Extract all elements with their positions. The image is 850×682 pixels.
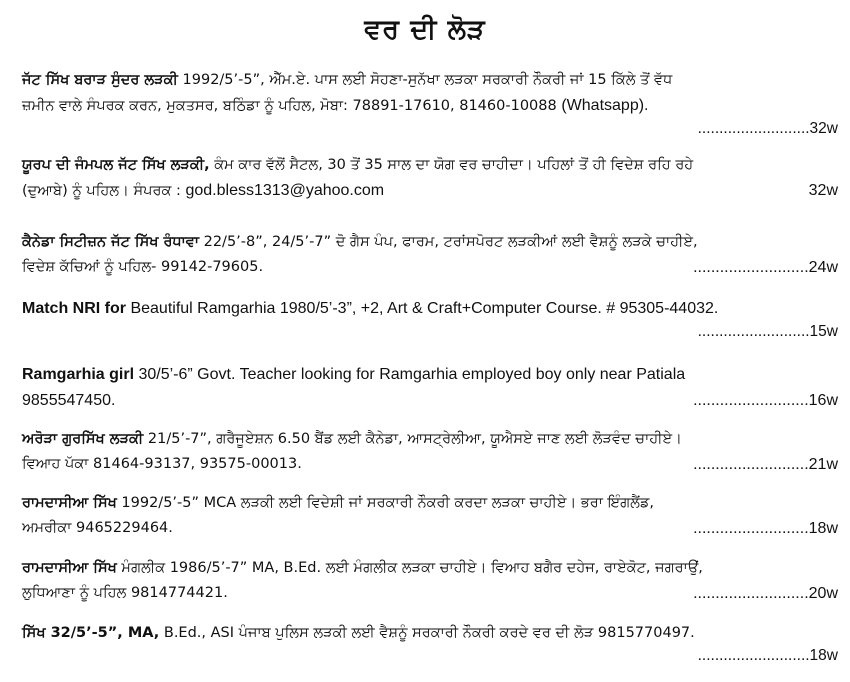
ad-text: ਵਿਦੇਸ਼ ਕੱਚਿਆਂ ਨੂੰ ਪਹਿਲ- 99142-79605.	[22, 259, 264, 275]
ad-entry-5	[22, 362, 838, 414]
ad-entry-7	[22, 491, 838, 541]
ad-line-1	[22, 491, 838, 516]
page-title: ਵਰ ਦੀ ਲੋੜ	[364, 14, 486, 45]
ad-price: ..........................16w	[693, 392, 838, 409]
ad-text-latin: (Whatsapp).	[561, 97, 649, 114]
ad-text: ਕੰਮ ਕਾਰ ਵੱਲੋਂ ਸੈਟਲ, 30 ਤੋਂ 35 ਸਾਲ ਦਾ ਯੋਗ ਵਰ ਚਾਹੀਦਾ। ਪਹਿਲਾਂ ਤੋਂ ਹੀ ਵਿਦੇਸ਼ ਰਹਿ ਰਹੇ	[209, 157, 694, 173]
ad-text: ਲੁਧਿਆਣਾ ਨੂੰ ਪਹਿਲ 9814774421.	[22, 585, 228, 601]
ad-text: B.Ed., ASI ਪੰਜਾਬ ਪੁਲਿਸ ਲੜਕੀ ਲਈ ਵੈਸ਼ਨੂੰ ਸਰਕਾਰੀ ਨੌਕਰੀ ਕਰਦੇ ਵਰ ਦੀ ਲੋੜ 9815770497.	[159, 625, 695, 641]
ad-price: ..........................18w	[697, 647, 838, 664]
ad-price: ..........................20w	[693, 585, 838, 602]
ad-entry-4	[22, 296, 838, 344]
ad-lead: ਕੈਨੇਡਾ ਸਿਟੀਜ਼ਨ ਜੱਟ ਸਿੱਖ ਰੰਧਾਵਾ	[22, 234, 199, 250]
ad-price: 32w	[808, 182, 838, 199]
ad-line-2	[22, 255, 838, 280]
ad-text: 30/5’-6” Govt. Teacher looking for Ramgarhia employed boy only near Patiala	[134, 366, 686, 383]
ad-text: Beautiful Ramgarhia 1980/5’-3”, +2, Art & Craft+Computer Course. # 95305-44032.	[126, 300, 719, 317]
ad-lead: ਅਰੋੜਾ ਗੁਰਸਿੱਖ ਲੜਕੀ	[22, 431, 144, 447]
ad-text-latin: god.bless1313@yahoo.com	[185, 182, 385, 199]
ad-lead: ਰਾਮਦਾਸੀਆ ਸਿੱਖ	[22, 495, 117, 511]
ad-entry-3	[22, 230, 838, 280]
ad-price: ..........................18w	[693, 520, 838, 537]
ad-lead: Match NRI for	[22, 300, 126, 317]
ad-price: ..........................21w	[693, 456, 838, 473]
ad-text: ਜ਼ਮੀਨ ਵਾਲੇ ਸੰਪਰਕ ਕਰਨ, ਮੁਕਤਸਰ, ਬਠਿੰਡਾ ਨੂੰ ਪਹਿਲ, ਮੋਬਾ: 78891-17610, 81460-10088	[22, 98, 562, 114]
ad-line-1	[22, 362, 838, 388]
ad-entry-1	[22, 68, 838, 141]
ad-text: (ਦੁਆਬੇ) ਨੂੰ ਪਹਿਲ। ਸੰਪਰਕ :	[22, 183, 186, 199]
ad-line-1	[22, 68, 838, 93]
ad-price: ..........................24w	[693, 259, 838, 276]
ad-entry-8	[22, 556, 838, 606]
ad-line-1	[22, 427, 838, 452]
ad-lead: ਯੂਰਪ ਦੀ ਜੰਮਪਲ ਜੱਟ ਸਿੱਖ ਲੜਕੀ,	[22, 157, 210, 173]
ad-text: 22/5’-8”, 24/5’-7” ਦੋ ਗੈਸ ਪੰਪ, ਫਾਰਮ, ਟਰਾਂਸਪੋਰਟ ਲੜਕੀਆਂ ਲਈ ਵੈਸ਼ਨੂੰ ਲੜਕੇ ਚਾਹੀਏ,	[199, 234, 698, 250]
ad-text: ਵਿਆਹ ਪੱਕਾ 81464-93137, 93575-00013.	[22, 456, 302, 472]
ad-entry-6	[22, 427, 838, 477]
ad-lead: ਰਾਮਦਾਸੀਆ ਸਿੱਖ	[22, 560, 117, 576]
ad-text: 1992/5’-5” MCA ਲੜਕੀ ਲਈ ਵਿਦੇਸ਼ੀ ਜਾਂ ਸਰਕਾਰੀ ਨੌਕਰੀ ਕਰਦਾ ਲੜਕਾ ਚਾਹੀਏ। ਭਰਾ ਇੰਗਲੈਂਡ,	[116, 495, 655, 511]
ad-entry-2	[22, 153, 838, 204]
ad-line-1	[22, 230, 838, 255]
ad-text: 9855547450.	[22, 392, 116, 409]
ad-line-2	[22, 452, 838, 477]
ad-text: ਅਮਰੀਕਾ 9465229464.	[22, 520, 173, 536]
ad-line-2	[22, 178, 838, 204]
ad-price: ..........................15w	[697, 323, 838, 340]
ad-line-1	[22, 556, 838, 581]
ad-line-2	[22, 516, 838, 541]
ad-line-2	[22, 581, 838, 606]
ad-line-1	[22, 153, 838, 178]
ad-text: 21/5’-7”, ਗਰੈਜੂਏਸ਼ਨ 6.50 ਬੈਂਡ ਲਈ ਕੈਨੇਡਾ, ਆਸਟ੍ਰੇਲੀਆ, ਯੂਐਸਏ ਜਾਣ ਲਈ ਲੋੜਵੰਦ ਚਾਹੀਏ।	[143, 431, 682, 447]
ad-lead: Ramgarhia girl	[22, 366, 135, 383]
ad-price: ..........................32w	[697, 120, 838, 137]
ad-text: 1992/5’-5”, ਐੱਮ.ਏ. ਪਾਸ ਲਈ ਸੋਹਣਾ-ਸੁਨੱਖਾ ਲੜਕਾ ਸਰਕਾਰੀ ਨੌਕਰੀ ਜਾਂ 15 ਕਿੱਲੇ ਤੋਂ ਵੱਧ	[177, 72, 673, 88]
ad-text: ਮੰਗਲੀਕ 1986/5’-7” MA, B.Ed. ਲਈ ਮੰਗਲੀਕ ਲੜਕਾ ਚਾਹੀਏ। ਵਿਆਹ ਬਗੈਰ ਦਹੇਜ, ਰਾਏਕੋਟ, ਜਗਰਾਉਂ,	[116, 560, 703, 576]
ad-lead: ਸਿੱਖ 32/5’-5”, MA,	[22, 625, 160, 641]
ad-lead: ਜੱਟ ਸਿੱਖ ਬਰਾੜ ਸੁੰਦਰ ਲੜਕੀ	[22, 72, 178, 88]
ad-entry-9	[22, 621, 838, 668]
ad-line-2	[22, 388, 838, 414]
